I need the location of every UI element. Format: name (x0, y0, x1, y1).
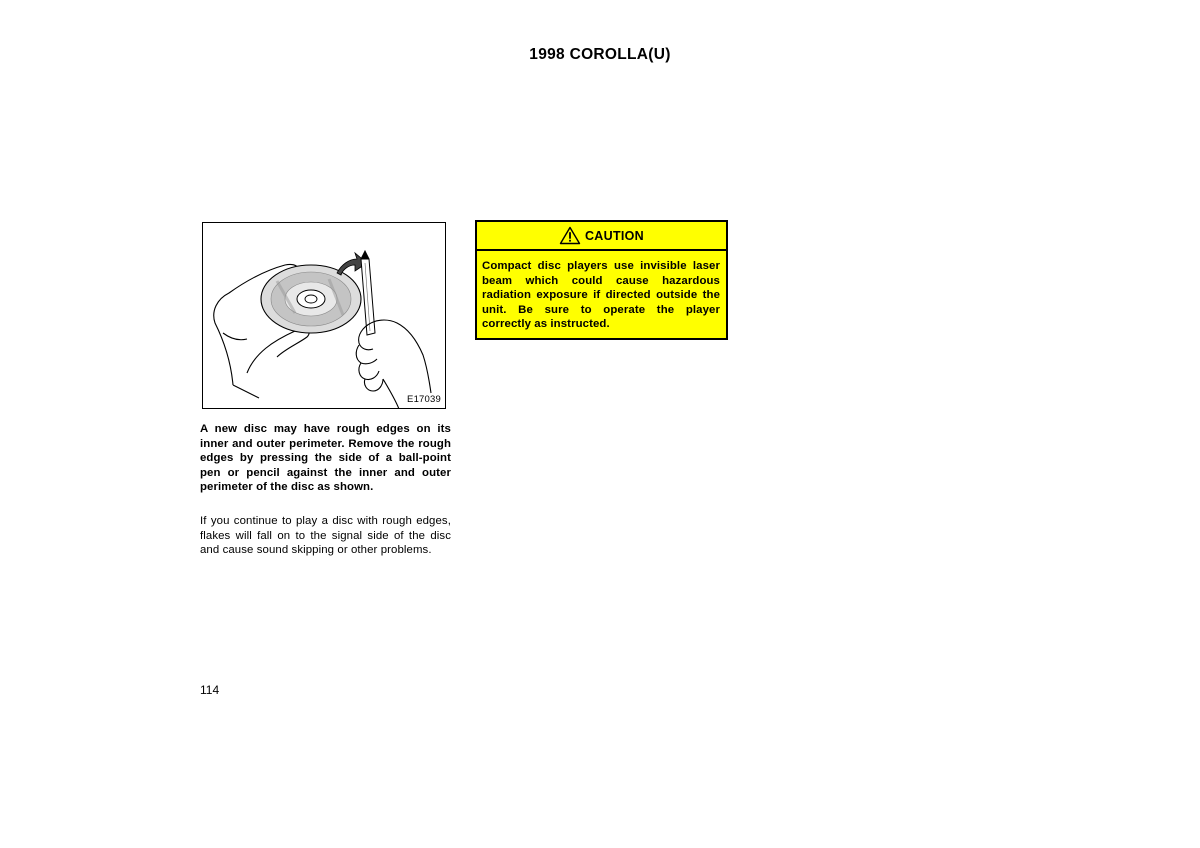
caution-header (477, 222, 726, 251)
illustration-drawing (203, 223, 446, 409)
page-header-title: 1998 COROLLA(U) (529, 46, 671, 63)
caution-label: CAUTION (584, 228, 645, 243)
caution-text: Compact disc players use invisible laser beam which could cause hazardous radiation exposure if directed outside the unit. Be sure to operate the player correctly as instructed. (482, 260, 720, 331)
page-number: 114 (200, 683, 220, 697)
figure-code: E17039 (407, 394, 441, 405)
compact-disc-icon (261, 265, 361, 333)
disc-cleaning-illustration (202, 222, 446, 409)
caution-box (475, 220, 728, 340)
instruction-paragraph-bold: A new disc may have rough edges on its inner and outer perimeter. Remove the rough edges by pressing the side of a ball-point pen or pencil against the inner and outer perimeter of the disc as shown. (200, 423, 451, 494)
instruction-paragraph: If you continue to play a disc with rough edges, flakes will fall on to the signal side of the disc and cause sound skipping or other problems. (200, 515, 451, 557)
warning-triangle-icon (559, 226, 581, 245)
